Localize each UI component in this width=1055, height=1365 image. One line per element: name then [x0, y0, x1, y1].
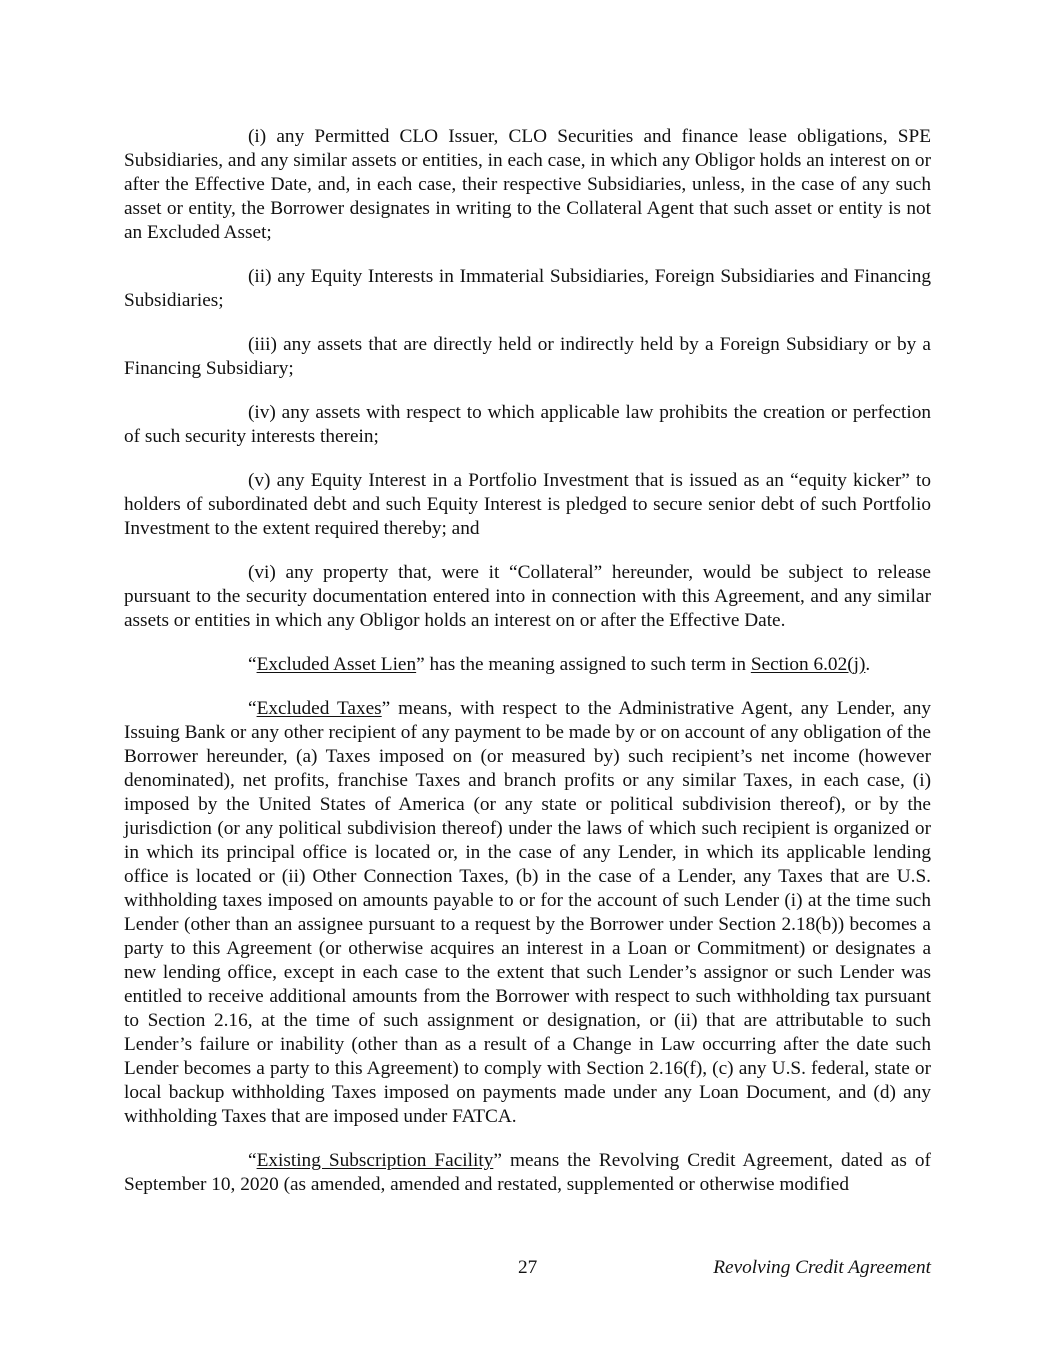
open-quote: “	[248, 1150, 257, 1171]
definition-existing-subscription-facility	[124, 1149, 931, 1197]
clause-iii: (iii) any assets that are directly held or indirectly held by a Foreign Subsidiary or by a Financing Subsidiary;	[124, 334, 931, 379]
clause-ii: (ii) any Equity Interests in Immaterial Subsidiaries, Foreign Subsidiaries and Financing Subsidiaries;	[124, 266, 931, 311]
defined-term-existing-subscription-facility: Existing Subscription Facility	[256, 1150, 494, 1171]
body-text	[124, 125, 931, 1197]
definition-excluded-taxes	[124, 697, 931, 1129]
defined-term-excluded-asset-lien: Excluded Asset Lien	[256, 654, 417, 675]
page-number: 27	[518, 1257, 538, 1278]
clause-v: (v) any Equity Interest in a Portfolio Investment that is issued as an “equity kicker” to holders of subordinated debt and such Equity Interest is pledged to secure senior debt of such Portfolio Investment to the extent required thereby; and	[124, 470, 931, 539]
definition-text: ” means, with respect to the Administrative Agent, any Lender, any Issuing Bank or any other recipient of any payment to be made by or on account of any obligation of the Borrower hereunder, (a) Taxes imposed on (or measured by) such recipient’s net income (however denominated), net profits, franchise Taxes and branch profits or any similar Taxes, in each case, (i) imposed by the United States of America (or any state or political subdivision thereof), or by the jurisdiction (or any political subdivision thereof) under the laws of which such recipient is organized or in which its principal office is located or, in the case of any Lender, in which its applicable lending office is located or (ii) Other Connection Taxes, (b) in the case of a Lender, any Taxes that are U.S. withholding taxes imposed on amounts payable to or for the account of such Lender (i) at the time such Lender (other than an assignee pursuant to a request by the Borrower under Section 2.18(b)) becomes a party to this Agreement (or otherwise acquires an interest in a Loan or Commitment) or designates a new lending office, except in each case to the extent that such Lender’s assignor or such Lender was entitled to receive additional amounts from the Borrower with respect to such withholding tax pursuant to Section 2.16, at the time of such assignment or designation, or (ii) that are attributable to such Lender’s failure or inability (other than as a result of a Change in Law occurring after the date such Lender becomes a party to this Agreement) to comply with Section 2.16(f), (c) any U.S. federal, state or local backup withholding Taxes imposed on payments made under any Loan Document, and (d) any withholding Taxes that are imposed under FATCA.	[124, 698, 931, 1127]
definition-end: .	[865, 654, 871, 675]
open-quote: “	[248, 654, 257, 675]
definition-text: ” means the Revolving Credit Agreement, dated as of September 10, 2020 (as amended, amended and restated, supplemented or otherwise modified	[124, 1150, 931, 1195]
clause-vi: (vi) any property that, were it “Collateral” hereunder, would be subject to release pursuant to the security documentation entered into in connection with this Agreement, and any similar assets or entities in which any Obligor holds an interest on or after the Effective Date.	[124, 562, 931, 631]
clause-iv: (iv) any assets with respect to which applicable law prohibits the creation or perfection of such security interests therein;	[124, 402, 931, 447]
section-reference: Section 6.02(j)	[750, 654, 866, 675]
page-footer	[124, 1256, 931, 1280]
defined-term-excluded-taxes: Excluded Taxes	[256, 698, 382, 719]
open-quote: “	[248, 698, 257, 719]
document-title: Revolving Credit Agreement	[713, 1257, 931, 1278]
definition-text: ” has the meaning assigned to such term in	[416, 654, 751, 675]
definition-excluded-asset-lien	[124, 653, 931, 677]
clause-i: (i) any Permitted CLO Issuer, CLO Securities and finance lease obligations, SPE Subsidiaries, and any similar assets or entities, in each case, in which any Obligor holds an interest on or after the Effective Date, and, in each case, their respective Subsidiaries, unless, in the case of any such asset or entity, the Borrower designates in writing to the Collateral Agent that such asset or entity is not an Excluded Asset;	[124, 126, 931, 243]
